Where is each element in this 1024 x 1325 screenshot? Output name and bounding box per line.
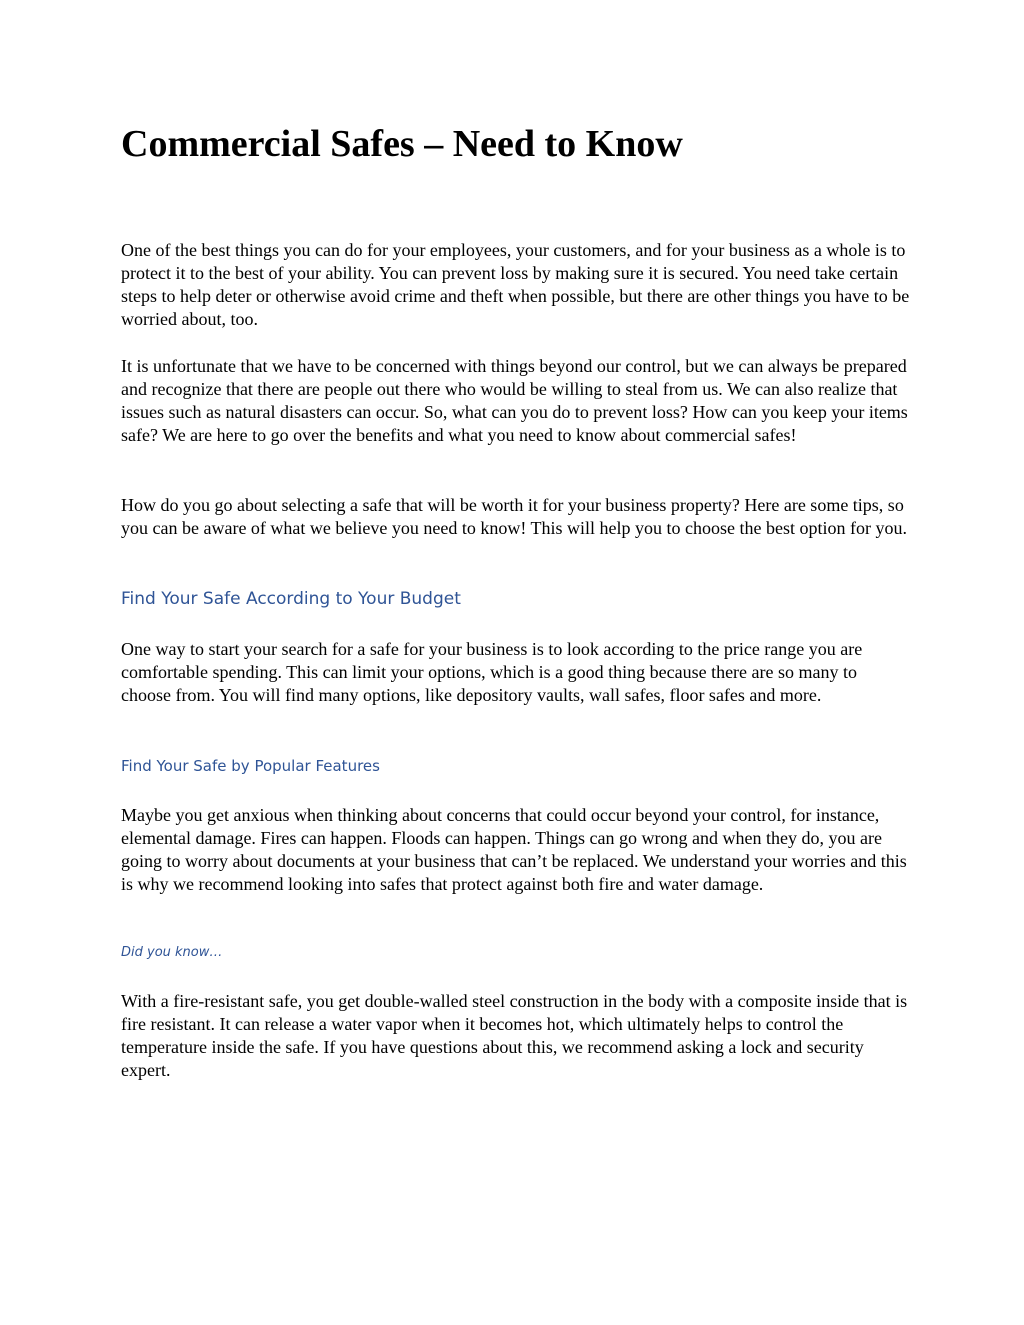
intro-paragraph-2: It is unfortunate that we have to be concerned with things beyond our control, but we can always be prepared and recognize that there are people out there who would be willing to steal from us. We can also realize that issues such as natural disasters can occur. So, what can you do to prevent loss? How can you keep your items safe? We are here to go over the benefits and what you need to know about commercial safes! <box>121 356 908 445</box>
section-heading-did-you-know: Did you know… <box>121 945 223 960</box>
intro-paragraph-3: How do you go about selecting a safe that will be worth it for your business property? Here are some tips, so you can be aware of what we believe you need to know! This will help you to choose the best option for you. <box>121 495 907 538</box>
section-heading-features: Find Your Safe by Popular Features <box>121 757 380 775</box>
section-body-did-you-know: With a fire-resistant safe, you get double-walled steel construction in the body with a composite inside that is fire resistant. It can release a water vapor when it becomes hot, which ultimately helps to control the temperature inside the safe. If you have questions about this, we recommend asking a lock and security expert. <box>121 991 908 1080</box>
document-title: Commercial Safes – Need to Know <box>121 123 683 165</box>
section-body-features: Maybe you get anxious when thinking about concerns that could occur beyond your control, for instance, elemental damage. Fires can happen. Floods can happen. Things can go wrong and when they do, you are going to worry about documents at your business that can’t be replaced. We understand your worries and this is why we recommend looking into safes that protect against both fire and water damage. <box>121 805 907 894</box>
intro-paragraph-1: One of the best things you can do for your employees, your customers, and for your business as a whole is to protect it to the best of your ability. You can prevent loss by making sure it is secured. You need take certain steps to help deter or otherwise avoid crime and theft when possible, but there are other things you have to be worried about, too. <box>121 240 910 329</box>
section-heading-budget: Find Your Safe According to Your Budget <box>121 589 461 609</box>
section-body-budget: One way to start your search for a safe for your business is to look according to the price range you are comfortable spending. This can limit your options, which is a good thing because there are so many to choose from. You will find many options, like depository vaults, wall safes, floor safes and more. <box>121 639 863 705</box>
